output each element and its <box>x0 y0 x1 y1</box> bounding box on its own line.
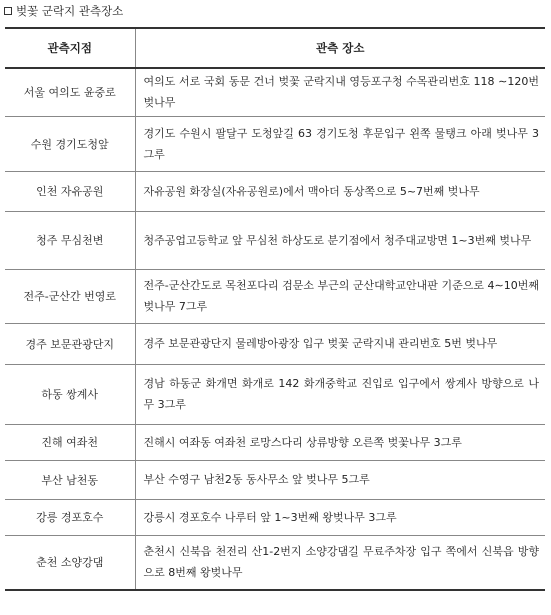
place-cell: 전주-군산간도로 목천포다리 검문소 부근의 군산대학교안내판 기준으로 4∼10번째 벚나무 7그루 <box>135 269 545 323</box>
site-cell: 전주-군산간 번영로 <box>5 269 135 323</box>
place-cell: 청주공업고등학교 앞 무심천 하상도로 분기점에서 청주대교방면 1~3번째 벚나무 <box>135 211 545 269</box>
table-row <box>5 68 545 116</box>
table-row <box>5 171 545 211</box>
table-row <box>5 535 545 590</box>
table-row <box>5 460 545 499</box>
site-cell: 인천 자유공원 <box>5 171 135 211</box>
site-cell: 청주 무심천변 <box>5 211 135 269</box>
table-row <box>5 364 545 424</box>
table-header-row <box>5 28 545 68</box>
heading-text: 벚꽃 군락지 관측장소 <box>16 4 124 18</box>
site-cell: 수원 경기도청앞 <box>5 116 135 171</box>
table-row <box>5 211 545 269</box>
header-place: 관측 장소 <box>135 28 545 68</box>
place-cell: 부산 수영구 남천2동 동사무소 앞 벚나무 5그루 <box>135 460 545 499</box>
place-cell: 자유공원 화장실(자유공원로)에서 맥아더 동상쪽으로 5~7번째 벚나무 <box>135 171 545 211</box>
site-cell: 진해 여좌천 <box>5 424 135 460</box>
observation-table <box>5 27 545 591</box>
place-cell: 경주 보문관광단지 물레방아광장 입구 벚꽃 군락지내 관리번호 5번 벚나무 <box>135 323 545 364</box>
table-row <box>5 116 545 171</box>
site-cell: 서울 여의도 윤중로 <box>5 68 135 116</box>
place-cell: 경남 하동군 화개면 화개로 142 화개중학교 진입로 입구에서 쌍계사 방향으로 나무 3그루 <box>135 364 545 424</box>
header-site: 관측지점 <box>5 28 135 68</box>
table-row <box>5 499 545 535</box>
place-cell: 진해시 여좌동 여좌천 로망스다리 상류방향 오른쪽 벚꽃나무 3그루 <box>135 424 545 460</box>
place-cell: 경기도 수원시 팔달구 도청앞길 63 경기도청 후문입구 왼쪽 물탱크 아래 벚나무 3그루 <box>135 116 545 171</box>
table-row <box>5 424 545 460</box>
place-cell: 춘천시 신북읍 천전리 산1-2번지 소양강댐길 무료주차장 입구 쪽에서 신북읍 방향으로 8번째 왕벚나무 <box>135 535 545 590</box>
site-cell: 강릉 경포호수 <box>5 499 135 535</box>
site-cell: 경주 보문관광단지 <box>5 323 135 364</box>
place-cell: 강릉시 경포호수 나루터 앞 1~3번째 왕벚나무 3그루 <box>135 499 545 535</box>
site-cell: 부산 남천동 <box>5 460 135 499</box>
document-heading <box>4 2 123 20</box>
place-cell: 여의도 서로 국회 동문 건너 벚꽃 군락지내 영등포구청 수목관리번호 118 ∼120번 벚나무 <box>135 68 545 116</box>
checkbox-icon <box>4 7 12 15</box>
site-cell: 춘천 소양강댐 <box>5 535 135 590</box>
site-cell: 하동 쌍계사 <box>5 364 135 424</box>
table-row <box>5 323 545 364</box>
table-row <box>5 269 545 323</box>
